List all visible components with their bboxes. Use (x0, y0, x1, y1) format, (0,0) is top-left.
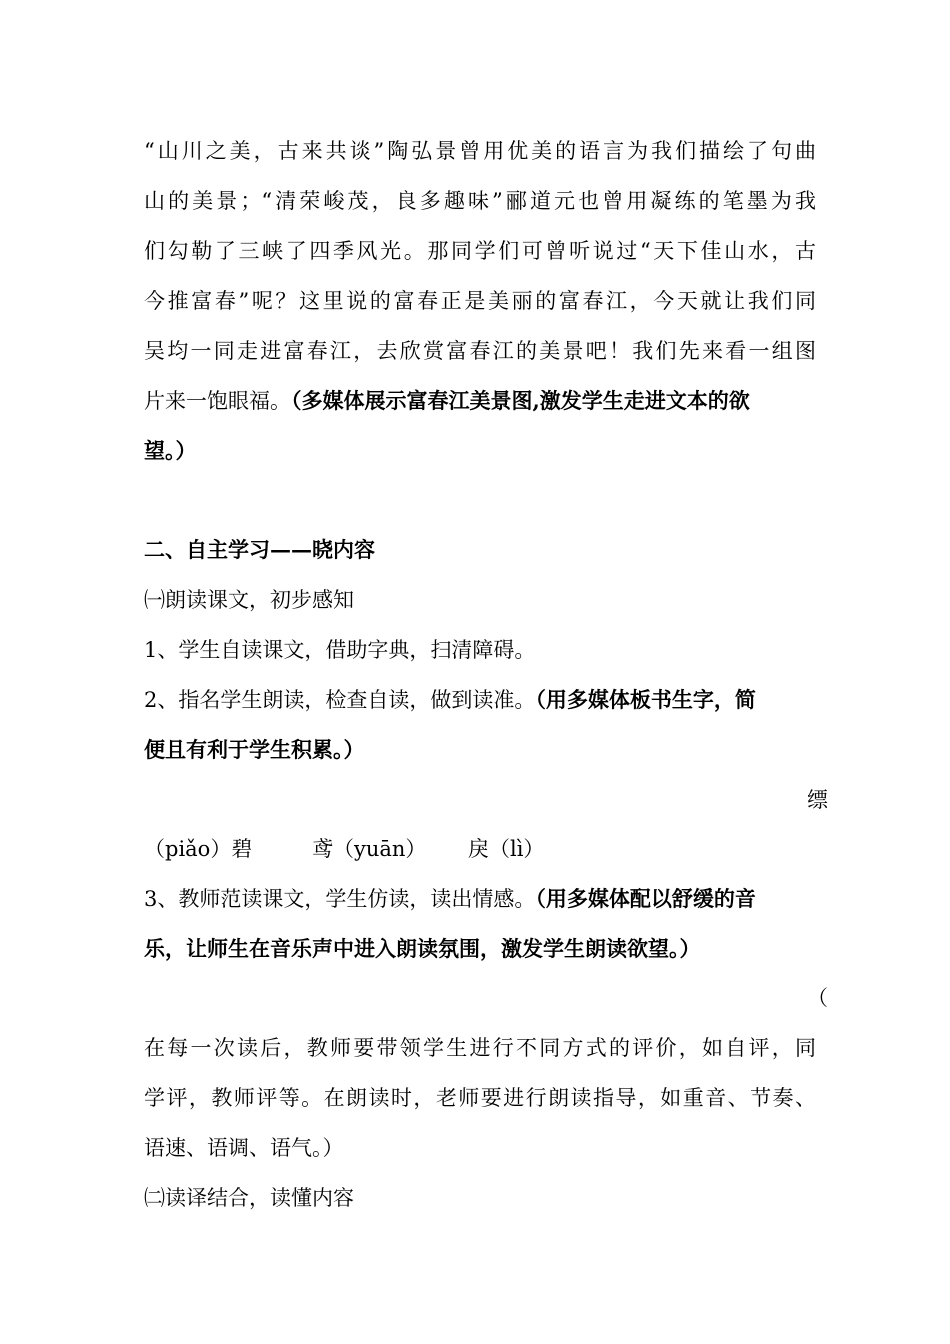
intro-line-1: “山川之美，古来共谈”陶弘景曾用优美的语言为我们描绘了句曲 (144, 139, 816, 163)
step-3-text: 3、教师范读课文，学生仿读，读出情感。 (144, 887, 536, 911)
step-3-note-cont: 乐，让师生在音乐声中进入朗读氛围，激发学生朗读欲望。） (144, 936, 701, 961)
step-2-note-cont: 便且有利于学生积累。） (144, 737, 365, 762)
vocab-word-3: 戾（lì） (468, 837, 545, 861)
step-3-note: （用多媒体配以舒缓的音 (535, 886, 756, 911)
intro-line-5: 吴均一同走进富春江，去欣赏富春江的美景吧！我们先来看一组图 (144, 339, 816, 363)
vocab-row (144, 834, 544, 864)
subheading-2: ㈡读译结合，读懂内容 (144, 1186, 354, 1210)
intro-line-3: 们勾勒了三峡了四季风光。那同学们可曾听说过“天下佳山水，古 (144, 239, 816, 263)
intro-line-4: 今推富春”呢？这里说的富春正是美丽的富春江，今天就让我们同 (144, 289, 816, 313)
vocab-word-1: （piǎo）碧 (144, 837, 253, 861)
vocab-char-right: 缥 (807, 788, 828, 812)
intro-line-6-text: 片来一饱眼福。 (144, 389, 291, 413)
step-2-note: （用多媒体板书生字，简 (535, 687, 756, 712)
intro-line-6 (144, 386, 750, 416)
step-2-text: 2、指名学生朗读，检查自读，做到读准。 (144, 688, 536, 712)
section-heading: 二、自主学习——晓内容 (144, 537, 375, 562)
note-line-1: 在每一次读后，教师要带领学生进行不同方式的评价，如自评，同 (144, 1036, 816, 1060)
intro-line-6-note: （多媒体展示富春江美景图,激发学生走进文本的欲 (291, 388, 750, 413)
intro-line-2: 山的美景；“清荣峻茂，良多趣味”郦道元也曾用凝练的笔墨为我 (144, 189, 816, 213)
step-1: 1、学生自读课文，借助字典，扫清障碍。 (144, 638, 536, 662)
paren-right: （ (807, 986, 828, 1010)
note-line-2: 学评，教师评等。在朗读时，老师要进行朗读指导，如重音、节奏、 (144, 1086, 816, 1110)
vocab-word-2: 鸢（yuān） (312, 837, 427, 861)
step-3 (144, 884, 756, 914)
step-2 (144, 685, 756, 715)
intro-line-7-note: 望。） (144, 438, 197, 463)
note-line-3: 语速、语调、语气。） (144, 1136, 344, 1160)
subheading-1: ㈠朗读课文，初步感知 (144, 588, 354, 612)
